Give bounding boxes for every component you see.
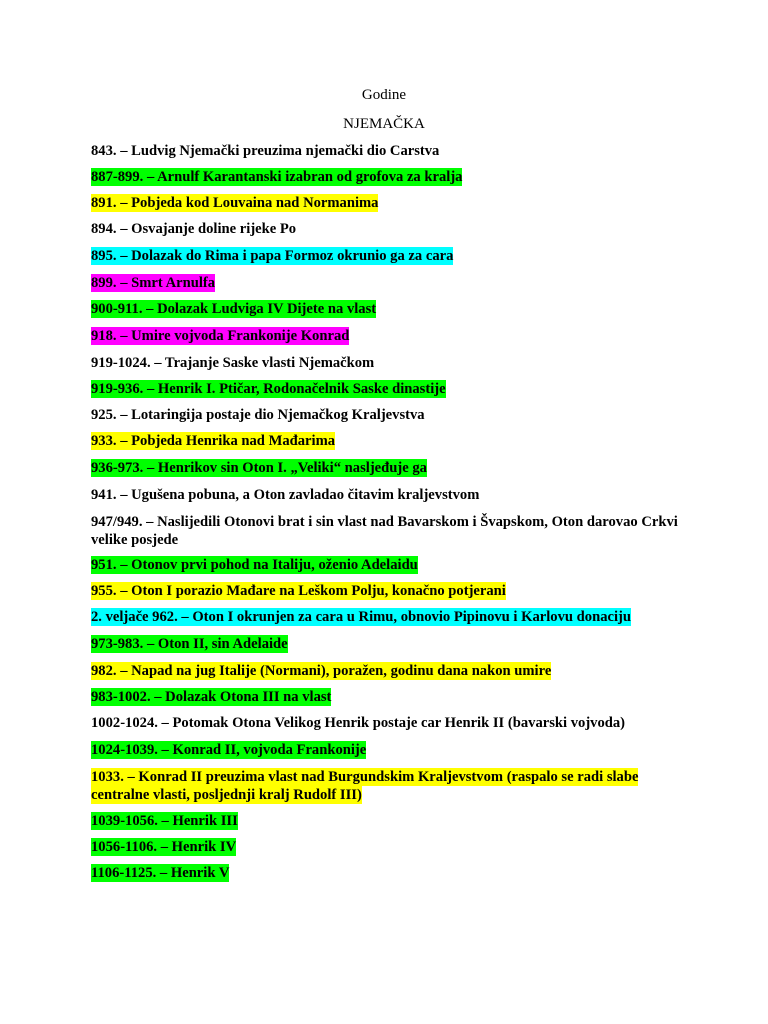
entry-text: 947/949. – Naslijedili Otonovi brat i sin vlast nad Bavarskom i Švapskom, Oton darovao Crkvi velike posjede <box>91 514 678 548</box>
entry-text: 2. veljače 962. – Oton I okrunjen za cara u Rimu, obnovio Pipinovu i Karlovu donaciju <box>91 609 632 625</box>
entry-text: 951. – Otonov prvi pohod na Italiju, oženio Adelaidu <box>91 557 418 573</box>
entry-text: 918. – Umire vojvoda Frankonije Konrad <box>91 328 350 344</box>
timeline-entry <box>91 608 691 626</box>
timeline-entry <box>91 142 691 160</box>
timeline-entry <box>91 300 691 318</box>
timeline-entry <box>91 714 691 732</box>
entry-text: 1106-1125. – Henrik V <box>91 865 230 881</box>
timeline-entry <box>91 513 691 549</box>
entry-text: 900-911. – Dolazak Ludviga IV Dijete na vlast <box>91 301 377 317</box>
timeline-entry <box>91 380 691 398</box>
timeline-entry <box>91 327 691 345</box>
timeline-entry <box>91 432 691 450</box>
entry-text: 891. – Pobjeda kod Louvaina nad Normanima <box>91 195 379 211</box>
entry-text: 1002-1024. – Potomak Otona Velikog Henrik postaje car Henrik II (bavarski vojvoda) <box>91 715 626 731</box>
entry-text: 899. – Smrt Arnulfa <box>91 275 216 291</box>
entry-text: 973-983. – Oton II, sin Adelaide <box>91 636 288 652</box>
timeline-entry <box>91 168 691 186</box>
entry-text: 919-936. – Henrik I. Ptičar, Rodonačelnik Saske dinastije <box>91 381 446 397</box>
timeline-entry <box>91 247 691 265</box>
timeline-entry <box>91 556 691 574</box>
entry-text: 843. – Ludvig Njemački preuzima njemački dio Carstva <box>91 143 440 159</box>
timeline-entry <box>91 582 691 600</box>
entry-text: 1056-1106. – Henrik IV <box>91 839 237 855</box>
entry-text: 936-973. – Henrikov sin Oton I. „Veliki“ nasljeđuje ga <box>91 460 427 476</box>
page-title: Godine <box>361 87 407 103</box>
timeline-entry <box>91 812 691 830</box>
entry-text: 933. – Pobjeda Henrika nad Mađarima <box>91 433 336 449</box>
entry-text: 1033. – Konrad II preuzima vlast nad Burgundskim Kraljevstvom (raspalo se radi slabe centralne vlasti, posljednji kralj Rudolf III) <box>91 769 639 803</box>
timeline-entry <box>91 635 691 653</box>
entry-text: 982. – Napad na jug Italije (Normani), poražen, godinu dana nakon umire <box>91 663 552 679</box>
timeline-entry <box>91 486 691 504</box>
timeline-entry <box>91 768 691 804</box>
entry-text: 925. – Lotaringija postaje dio Njemačkog Kraljevstva <box>91 407 425 423</box>
entry-text: 1024-1039. – Konrad II, vojvoda Frankonije <box>91 742 367 758</box>
timeline-entry <box>91 406 691 424</box>
entry-text: 894. – Osvajanje doline rijeke Po <box>91 221 297 237</box>
entry-text: 895. – Dolazak do Rima i papa Formoz okrunio ga za cara <box>91 248 454 264</box>
entry-text: 887-899. – Arnulf Karantanski izabran od grofova za kralja <box>91 169 463 185</box>
timeline-entry <box>91 220 691 238</box>
timeline-entry <box>91 838 691 856</box>
entry-text: 941. – Ugušena pobuna, a Oton zavladao čitavim kraljevstvom <box>91 487 480 503</box>
section-title: NJEMAČKA <box>343 116 425 132</box>
timeline-entry <box>91 662 691 680</box>
timeline-entry <box>91 194 691 212</box>
entry-text: 919-1024. – Trajanje Saske vlasti Njemačkom <box>91 355 375 371</box>
timeline-entry <box>91 688 691 706</box>
entry-text: 955. – Oton I porazio Mađare na Leškom Polju, konačno potjerani <box>91 583 506 599</box>
timeline-entry <box>91 864 691 882</box>
timeline-entry <box>91 354 691 372</box>
timeline-entry <box>91 459 691 477</box>
timeline-entry <box>91 741 691 759</box>
entry-text: 1039-1056. – Henrik III <box>91 813 238 829</box>
timeline-entry <box>91 274 691 292</box>
entry-text: 983-1002. – Dolazak Otona III na vlast <box>91 689 332 705</box>
